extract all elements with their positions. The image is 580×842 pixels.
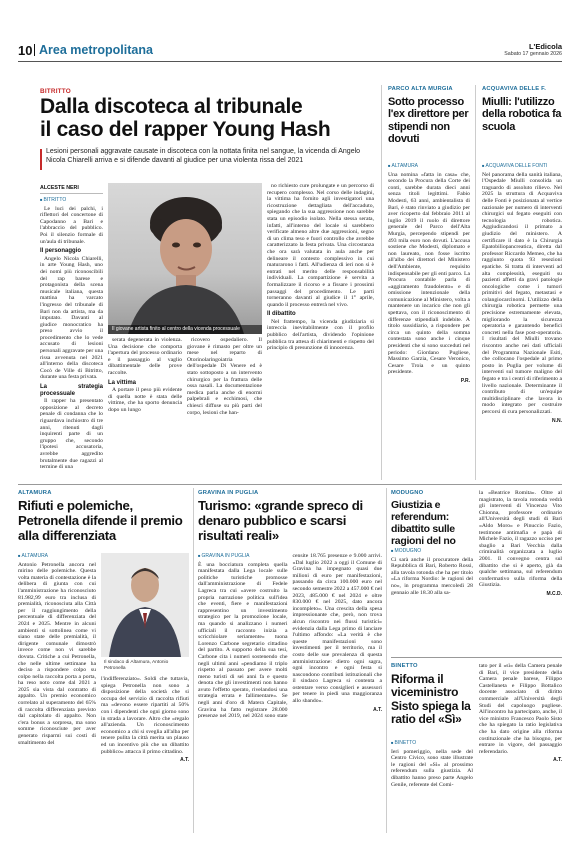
bottom1-photo-caption: Il sindaco di Altamura, Antonio Petronella xyxy=(104,660,169,671)
sidebar2-body xyxy=(482,163,562,424)
section-title: Area metropolitana xyxy=(39,43,153,57)
bottom2-headline: Turismo: «grande spreco di denaro pubblico e scarsi risultati reali» xyxy=(198,498,363,543)
sidebar2-location: ■ ACQUAVIVA DELLE FONTI xyxy=(482,163,562,170)
bottom4-text-left: Ieri pomeriggio, nella sede del Centro Civico, sono state illustrate le ragioni del «Sì» al prossimo referendum sulla giustizia. Al dibattito hanno preso parte Angelo Genile, referente del Comi- xyxy=(391,748,473,788)
mayor-illustration xyxy=(101,553,189,657)
sidebar2-text: Nel panorama della sanità italiana, l'Ospedale Miulli consolida un traguardo di assoluto rilievo. Nel 2025 la struttura di Acquaviva delle Fonti è posizionata al vertice nazionale per numero di interventi chirurgici sul fegato eseguiti con tecnologia robotica. Aggiudicandosi il primato a giudizio del ministero. A certificare il dato è la Chirurgia Epatobiliopancreatica, diretta dal professor Riccardo Memeo, che ha raggiunto quota 93 resezioni epatiche. Si tratta di interventi ad alta complessità, eseguiti su pazienti affetti da gravi patologie oncologiche come i tumori primitivi del fegato, metastasi e colangiocarcinomi. L'utilizzo della chirurgia robotica permette una precisione estremamente elevata, migliorando la sicurezza operatoria e garantendo benefici concreti nella fase post-operatoria. I risultati del Miulli trovano riscontro anche nei dati ufficiali del Programma Nazionale Esiti, che collocano l'ospedale al primo posto in Puglia per volume di interventi sul tumore maligno del fegato e tra i centri di riferimento a livello nazionale. Determinante il contributo di un'equipe multidisciplinare che lavora in modo integrato per costruire percorsi di cura personalizzati. xyxy=(482,171,562,415)
subhead-personaggio: Il personaggio xyxy=(40,248,82,255)
bottom1-right-column xyxy=(101,676,189,764)
bottom3-text-right: la «Beatrice Romita». Oltre al magistrato, la tavola rotonda vedrà gli interventi di Vincenzo Vito Chionna, professore ordinario all'Università degli studi di Bari «Aldo Moro» e Pinuccio Fazio, testimone antimafia e papà di Michele Fazio, il ragazzo ucciso per sbaglio a Bari Vecchia dalla criminalità organizzata a luglio 2001. Il convegno centra sul dibattito che si è aperto, già da qualche settimana, sul referendum confermativo sulla riforma della Giustizia. xyxy=(479,490,562,589)
lead-col2-paragraph2: A portare il peso più evidente di quella notte è stata delle vittime, che ha sporto denuncia dopo un lungo xyxy=(108,387,182,413)
lead-intro: Le luci dei palchi, i riflettori del concertone di Capodanno a Bari e l'abbraccio del pubblico. Poi il silenzio formale di un'aula di tribunale. xyxy=(40,205,103,245)
bottom4-headline: Riforma il viceministro Sisto spiega la ratio del «Sì» xyxy=(391,672,471,727)
subhead-dibattito: Il dibattito xyxy=(267,311,296,318)
sidebar2-kicker: ACQUAVIVA DELLE F. xyxy=(482,86,547,92)
bottom1-location: ■ ALTAMURA xyxy=(18,553,96,560)
lead-kicker: BITRITTO xyxy=(40,88,71,95)
sidebar1-headline: Sotto processo l'ex direttore per stipendi non dovuti xyxy=(388,96,469,146)
lead-headline-line1: Dalla discoteca al tribunale xyxy=(40,95,303,118)
bottom1-signature: A.T. xyxy=(180,757,189,764)
lead-col2-paragraph1: serata degenerata in violenza. Una decisione che comporta l'apertura del processo ordinario e il passaggio al vaglio dibattimentale delle prove raccolte. xyxy=(108,337,182,376)
bottom2-divider xyxy=(193,488,194,833)
bottom3-left-column xyxy=(391,548,473,598)
lead-headline-line2: il caso del rapper Young Hash xyxy=(40,118,331,141)
bottom3-right-column xyxy=(479,490,562,598)
lead-column-1 xyxy=(40,197,103,473)
lead-col1-paragraph1: Angelo Nicola Chiarelli, in arte Young Hash, uno dei nomi più riconoscibili del rap barese e protagonista della scena musicale italiana, questa mattina ha varcato l'ingresso del tribunale di Bari non da artista, ma da imputato. Davanti al giudice monocratico ha preso avvio il procedimento che lo vede accusato di lesioni personali aggravate per una rissa avvenuta nel 2021 all'interno della discoteca Cocò de Ville di Bitritto, durante una festa privata. xyxy=(40,255,103,381)
bottom1-photo xyxy=(101,553,189,657)
lead-column-3 xyxy=(187,337,262,418)
page-header xyxy=(18,42,562,58)
sidebar1-text: Una nomina «fatta in casa» che, secondo la Procura della Corte dei conti, sarebbe durata dieci anni senza titoli legittimi. Fabio Modesti, 63 anni, ambientalista di Bari, è stato rinviato a giudizio per aver ricoperto dal febbraio 2011 al luglio 2019 il ruolo di direttore generale del Parco dell'Alta Murgia, percependo stipendi per 493 mila euro non dovuti. L'accusa sostiene che Modesti, diplomato e non laureato, non fosse iscritto all'albo dei direttori del Ministero dell'Ambiente, requisito indispensabile per gli enti parco. La Procura contabile parla di «aggiramento fraudolento» e di omissione intenzionale della comunicazione al Ministero, volta a mantenere un incarico che non gli spettava, con il riconoscimento di differenze stipendiali indebite. A titolo sussidiario, a rispondere per circa un quinto della somma contestata sono anche i cinque presidenti che si sono succeduti nel periodo: Giordano Pugliese, Massimo Garzia, Cesare Veronico, Cesare Troia e un quinto presidente. xyxy=(388,171,470,376)
bottom4-location: ■ BINETTO xyxy=(391,740,473,747)
lead-col1-paragraph2: Il rapper ha presentato opposizione al decreto penale di condanna che lo riguardava inchiostro di tre anni, ritenuti dagli inquirenti parte di un gruppo che, secondo l'ipotesi accusatoria, avrebbe aggredito brutalmente due ragazzi al termine di una xyxy=(40,398,103,471)
lead-col4-paragraph2: Nel frattempo, la vicenda giudiziaria si intreccia inevitabilmente con il profilo pubblico dell'artista, dividendo l'opinione pubblica tra attesa di chiarimenti e rispetto del principio di presunzione di innocenza. xyxy=(267,318,374,352)
portrait-illustration xyxy=(108,183,262,334)
lead-photo xyxy=(108,183,262,334)
bottom2-signature: A.T. xyxy=(373,706,382,713)
bottom1-left-column xyxy=(18,553,96,748)
lead-col3-paragraph1: ricovero ospedaliero. Il giovane è rimasto per oltre un mese nel reparto di Otorinolaringoiatria dell'ospedale Di Venere ed è stato sottoposto a un intervento chirurgico per la frattura delle ossa nasali. La documentazione medica parla anche di enormi palpebrali e ecchimosi, che chiesci diffuse su più parti del corpo, lesioni che han- xyxy=(187,337,262,416)
sidebar2-signature: N.N. xyxy=(552,417,562,424)
sidebar1-signature: P.R. xyxy=(460,378,470,384)
header-divider xyxy=(34,44,35,56)
bottom3-headline: Giustizia e referendum: dibattito sulle ragioni del no xyxy=(391,499,456,547)
bottom4-left-column xyxy=(391,740,473,790)
page-number: 10 xyxy=(18,43,33,58)
issue-date: Sabato 17 gennaio 2026 xyxy=(504,51,562,57)
bottom1-text-left: Antonio Petronella ancora nel mirino delle polemiche. Questa volta materia di contestazione è la delibera di giunta con cui l'amministrazione ha riconosciuto 81.982,99 euro tra inclusa di premialità, riconosciuta alla Città per il raggiungimento della percentuale di differenziata del 2024 e 2025. Mentre in alcuni ambienti si sottolinea come vi siano state delle premialità, il dirigente comunale dimostrò invece come non vi sarebbe dovuta. Critiche a cui Petronella, che nelle ultime settimane ha deciso a rispondere colpo su colpo nella raccolta porta a porta, ha reso noto come dal 2021 a 2025 sia vista dal contratto di appalto. Un premio economico correlato al superamento del 65% di raccolta differenziata previsto dal capitolato di appalto. Non c'era bonus a sorpresa, ma sono somme riconosciute per aver generato risparmi sui costi di smaltimento del xyxy=(18,561,96,746)
bottom3-location: ■ MODUGNO xyxy=(391,548,473,555)
sidebar1-location: ■ ALTAMURA xyxy=(388,163,470,170)
fold-rule xyxy=(18,484,562,485)
bottom4-kicker: BINETTO xyxy=(391,663,418,669)
bottom2-text: È una bocciatura completa quella manifestata dalla Lega locale sulle politiche turistiche promosse dall'amministrazione di Fedele Lagreca tra cui «avere costruito la propria narrazione politica sull'idea che eventi, fiere e manifestazioni rappresentino un investimento strategico per la promozione locale, ma quando si analizzano i numeri ufficiali il racconto inizia a scricchiolare seriamente» tuona Lorenzo Carbone segretario cittadino del partito. A supporto della sua tesi, Carbone cita i numeri sostenendo che negli ultimi anni «pendiamo il triplo rispetto al passato per avere molti meno turisti di sei anni fa e questo denota che gli investimenti non hanno avuto l'effetto sperato, rivelandosi una strategia errata e fallimentare». Se negli anni d'oro di Matera Capitale, Gravina ha fatto registrare 28.000 presenze nel 2019, nel 2024 sono state censite 18.765 presenze e 9.000 arrivi. «Dal luglio 2022 a oggi il Comune di Gravina ha impegnato quasi due milioni di euro per manifestazioni, passando da circa 100.000 euro nel secondo semestre 2022 a 457.000 € nel 2023, 485.000 € nel 2024 e oltre 830.000 € nel 2025, dato ancora incompleto». Una crescita della spesa impressionante che, però, non trova alcun riscontro nei flussi turistici» evidenzia dalla Lega primo di lanciare l'ultimo affondo: «La verità è che queste manifestazioni sono investimenti per il territorio, ma il costo delle sue prevalenza di questa amministrazione: dietro ogni sagra, ogni incontro e ogni festa si nascondono contributi istituzionali che il sindaco Lagreca si contenta a ostentare verso consiglieri e assessori per tenere in piedi una maggioranza allo sbando». xyxy=(198,553,382,720)
bottom3-divider xyxy=(386,488,387,833)
lead-photo-caption: Il giovane artista finito al centro della vicenda processuale xyxy=(112,326,240,332)
bottom4-signature: A.T. xyxy=(553,757,562,764)
sidebar1-body xyxy=(388,163,470,385)
bottom3-4-rule xyxy=(391,657,562,658)
bottom4-right-column xyxy=(479,663,562,764)
sidebar1-kicker: PARCO ALTA MURGIA xyxy=(388,86,453,92)
bottom2-kicker: GRAVINA IN PUGLIA xyxy=(198,490,259,496)
lead-col4-paragraph1: no richiesto cure prolungate e un percorso di recupero complesso. Nel corso delle indagini, la vittima ha fornito agli investigatori una ricostruzione dettagliata dell'accaduto, spiegando che la sua aggressione non sarebbe stata un episodio isolato. Nella stessa serata, infatti, all'interno del locale si sarebbero verificate almeno altre due aggressioni, segno di un clima teso e fuori controllo che avrebbe caratterizzato la festa privata. Una circostanza che ora sarà valutata in aula anche per delineare il contesto complessivo in cui maturarono i fatti. All'udienza di ieri non si è entrati nel merito delle responsabilità individuali. La compartizione è servita a formalizzare il ricorso e a fissare i prossimi passaggi del procedimento. Le parti torneranno davanti al giudice il 1° aprile, quando il processo entrerà nel vivo. xyxy=(267,183,374,308)
bottom3-text-left: Ci sarà anche il procuratore della Repubblica di Bari, Roberto Rossi, alla tavola rotonda che ha per titolo «La riforma Nordio: le ragioni del no», in programma mercoledì 28 gennaio alle 18.30 alla sa- xyxy=(391,556,473,596)
bottom4-text-right: tato per il «sì» della Camera penale di Bari, il vice presidente della Camera penale barese, Filippo Castellaneta e Filippo Bottalico docente associato di diritto commerciale all'Università degli Studi del capoluogo pugliese. All'incontro ha partecipato, anche, il vice ministro Francesco Paolo Sisto che ha spiegato la ratio legislativa che ha dato origine alla riforma costituzionale che ha bisogno, per entrare in vigore, del passaggio referendario. xyxy=(479,663,562,755)
sidebar2-divider xyxy=(475,85,476,480)
bottom1-text-right: l'indifferenziato». Soldi che tuttavia, spiega Petronella non sono a disposizione della società che si occupa del servizio di raccolta rifiuti ma «devono essere ripartiti al 50% con i dipendenti che ogni giorno sono in strada a lavorare. Altro che «regalo all'azienda. Un riconoscimento economico a chi si sveglia all'alba per tenere pulita la città merita un plauso ed un incentivo più che un dibattito pubblico» attacca il primo cittadino. xyxy=(101,676,189,755)
brand-name: L'Edicola xyxy=(528,42,562,51)
bottom3-signature: M.C.D. xyxy=(546,590,562,597)
bottom1-kicker: ALTAMURA xyxy=(18,490,52,496)
summary-bar xyxy=(40,149,42,170)
bottom2-location: ■ GRAVINA IN PUGLIA xyxy=(198,553,288,560)
subhead-strategia: La strategia processuale xyxy=(40,384,103,397)
lead-location: ■ BITRITTO xyxy=(40,197,103,204)
lead-byline: ALCESTE NERI xyxy=(40,185,79,191)
subhead-vittima: La vittima xyxy=(108,379,137,386)
sidebar1-divider xyxy=(381,85,382,480)
header-rule xyxy=(18,61,562,62)
sidebar2-headline: Miulli: l'utilizzo della robotica fa scuola xyxy=(482,96,562,133)
bottom2-body xyxy=(198,553,382,825)
byline-rule xyxy=(40,193,103,194)
bottom3-kicker: MODUGNO xyxy=(391,490,424,496)
bottom1-headline: Rifiuti e polemiche, Petronella difende il premio alla differenziata xyxy=(18,498,183,543)
lead-summary: Lesioni personali aggravate causate in discoteca con la nottata finita nel sangue, la vicenda di Angelo Nicola Chiarelli arriva e si difende davanti al giudice per una violenta rissa del 2021 xyxy=(46,148,361,164)
lead-column-2 xyxy=(108,337,182,416)
lead-column-4 xyxy=(267,183,374,354)
